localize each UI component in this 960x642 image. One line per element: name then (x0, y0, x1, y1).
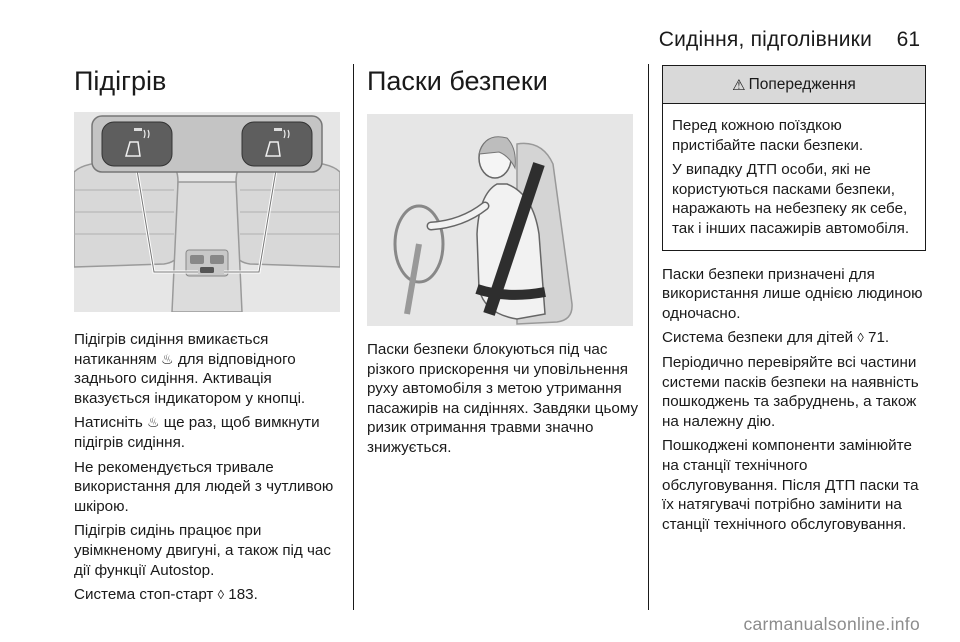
paragraph: Підігрів сидіння вмикається натиканням ♨ для відповідного заднього сидіння. Активація вказується індикатором у кнопці. (74, 331, 306, 407)
heading-heating: Підігрів (74, 66, 167, 96)
warning-paragraph: У випадку ДТП особи, які не користуються пасками безпеки, наражають на небезпеку як себе, так і інших пасажирів автомобіля. (672, 161, 910, 237)
section-title: Сидіння, підголівники (658, 28, 872, 51)
paragraph: Система безпеки для дітей ◊ 71. (662, 329, 890, 347)
warning-box (662, 65, 926, 251)
seatbelt-illustration (367, 114, 633, 326)
column-seatbelts (367, 60, 639, 463)
paragraph: Періодично перевіряйте всі частини системи пасків безпеки на наявність пошкоджень та забруднень, а також на належну дію. (662, 353, 919, 430)
seat-heating-drawing (74, 112, 340, 312)
warning-body (663, 104, 925, 250)
paragraph: Паски безпеки призначені для використання лише однією людиною одночасно. (662, 265, 923, 322)
seat-heating-icon: ♨ (146, 414, 160, 431)
warning-triangle-icon: ⚠ (732, 76, 746, 94)
page-reference-icon: ◊ (857, 330, 864, 346)
paragraph: Не рекомендується тривале використання для людей з чутливою шкірою. (74, 458, 334, 515)
seat-heating-illustration (74, 112, 340, 312)
page-reference-icon: ◊ (217, 587, 225, 603)
paragraph: Натисніть ♨ ще раз, щоб вимкнути підігрів сидіння. (74, 414, 320, 451)
seat-heating-icon: ♨ (161, 350, 174, 367)
page-reference-link[interactable]: 71. (863, 329, 890, 347)
seatbelt-drawing (367, 114, 633, 326)
page-header (0, 24, 960, 60)
warning-title: Попередження (748, 75, 856, 93)
watermark: carmanualsonline.info (743, 614, 920, 634)
column-warning (662, 60, 926, 539)
paragraph: Підігрів сидінь працює при увімкненому двигуні, а також під час дії функції Autostop. (74, 522, 331, 579)
column-divider (353, 64, 354, 610)
warning-paragraph: Перед кожною поїздкою пристібайте паски безпеки. (672, 117, 864, 154)
page-reference-link[interactable]: 183. (224, 586, 258, 604)
page-number: 61 (896, 28, 920, 51)
column-divider (648, 64, 649, 610)
paragraph: Система стоп-старт ◊ 183. (74, 586, 258, 604)
paragraph: Пошкоджені компоненти замінюйте на станції технічного обслуговування. Після ДТП паски та їх натягувачі потрібно замінити на станції технічного обслуговування. (662, 437, 919, 533)
paragraph: Паски безпеки блокуються під час різкого прискорення чи уповільнення руху автомобіля з метою утримання пасажирів на сидіннях. Завдяки цьому ризик отримання травми значно знижується. (367, 341, 639, 456)
heading-seatbelts: Паски безпеки (367, 66, 548, 96)
warning-header (663, 66, 925, 104)
column-heating (74, 60, 344, 610)
